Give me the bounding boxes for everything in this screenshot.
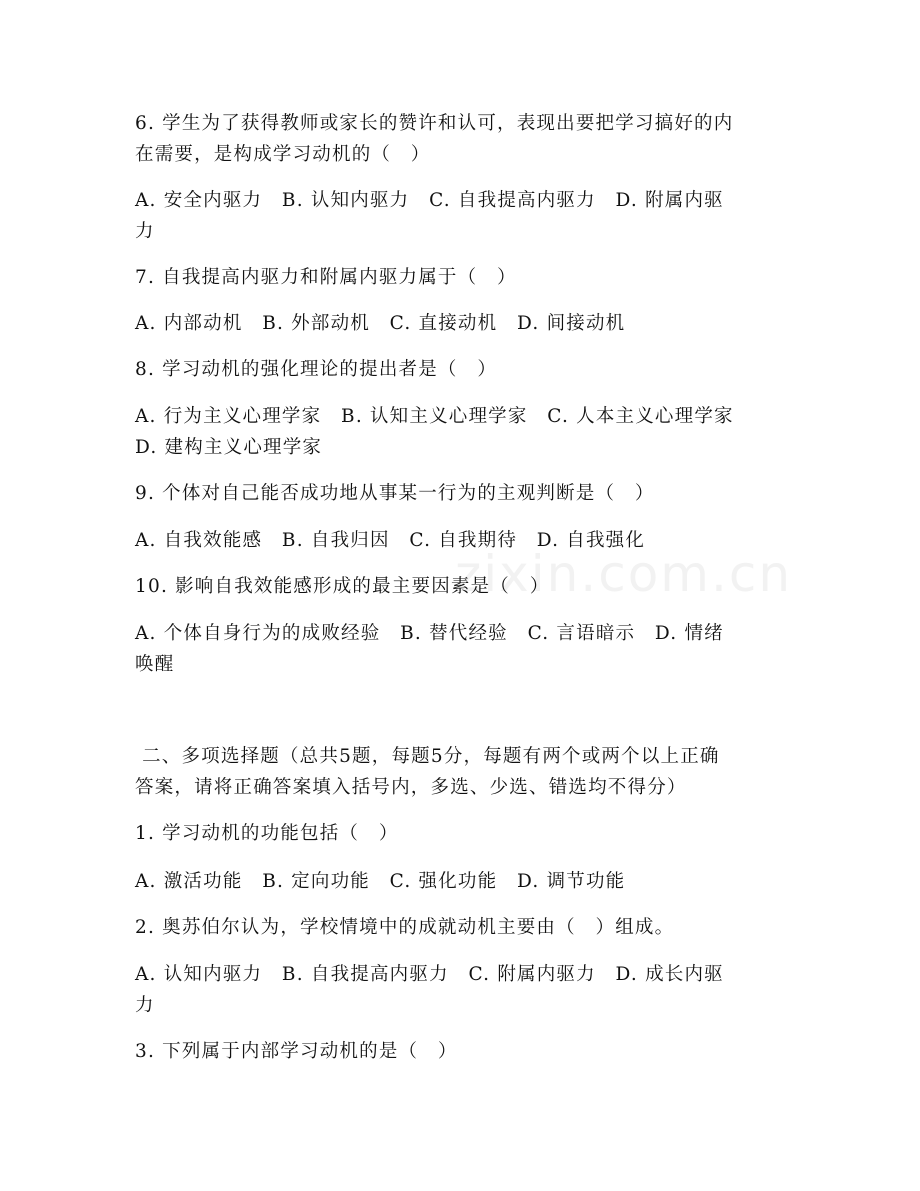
mc-question-2-options-line-1: A. 认知内驱力 B. 自我提高内驱力 C. 附属内驱力 D. 成长内驱 xyxy=(135,964,724,985)
question-6-options-line-2: 力 xyxy=(135,221,155,242)
mc-question-1-stem: 1. 学习动机的功能包括（ ） xyxy=(135,823,399,844)
question-9-stem: 9. 个体对自己能否成功地从事某一行为的主观判断是（ ） xyxy=(135,483,655,504)
section-2-heading-line-2: 答案，请将正确答案填入括号内，多选、少选、错选均不得分） xyxy=(135,777,687,798)
mc-question-3-stem: 3. 下列属于内部学习动机的是（ ） xyxy=(135,1041,458,1062)
question-7-options: A. 内部动机 B. 外部动机 C. 直接动机 D. 间接动机 xyxy=(135,313,626,334)
question-6-stem-line-1: 6. 学生为了获得教师或家长的赞许和认可，表现出要把学习搞好的内 xyxy=(135,113,734,134)
question-6-stem-line-2: 在需要，是构成学习动机的（ ） xyxy=(135,144,431,165)
question-6-options-line-1: A. 安全内驱力 B. 认知内驱力 C. 自我提高内驱力 D. 附属内驱 xyxy=(135,190,724,211)
mc-question-2-stem: 2. 奥苏伯尔认为，学校情境中的成就动机主要由（ ）组成。 xyxy=(135,917,675,938)
question-8-options-line-2: D. 建构主义心理学家 xyxy=(135,437,323,458)
section-2-heading-line-1: 二、多项选择题（总共5题，每题5分，每题有两个或两个以上正确 xyxy=(135,746,720,767)
watermark: zixin.com.cn xyxy=(455,545,793,603)
question-7-stem: 7. 自我提高内驱力和附属内驱力属于（ ） xyxy=(135,267,517,288)
question-10-options-line-2: 唤醒 xyxy=(135,654,175,675)
question-8-stem: 8. 学习动机的强化理论的提出者是（ ） xyxy=(135,359,498,380)
mc-question-1-options: A. 激活功能 B. 定向功能 C. 强化功能 D. 调节功能 xyxy=(135,871,626,892)
question-8-options-line-1: A. 行为主义心理学家 B. 认知主义心理学家 C. 人本主义心理学家 xyxy=(135,406,734,427)
mc-question-2-options-line-2: 力 xyxy=(135,995,155,1016)
question-10-stem: 10. 影响自我效能感形成的最主要因素是（ ） xyxy=(135,576,550,597)
question-9-options: A. 自我效能感 B. 自我归因 C. 自我期待 D. 自我强化 xyxy=(135,530,646,551)
question-10-options-line-1: A. 个体自身行为的成败经验 B. 替代经验 C. 言语暗示 D. 情绪 xyxy=(135,623,724,644)
